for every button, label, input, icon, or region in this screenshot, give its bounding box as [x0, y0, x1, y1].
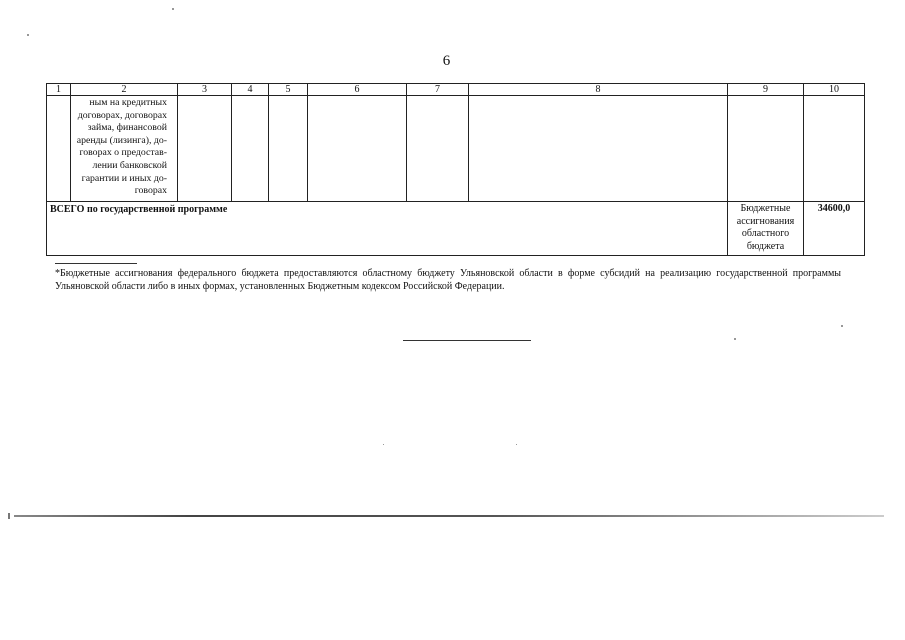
- cell-text-line: Бюджетные: [740, 203, 791, 214]
- cell-text-line: говорах: [134, 185, 167, 197]
- footnote: *Бюджетные ассигнования федерального бюджета предоставляются областному бюджету Ульяновской области в форме субсидий на реализацию государственной программы Ульяновской области либо в иных формах, установленных Бюджетным кодексом Российской Федерации.: [55, 268, 841, 292]
- column-header: 1: [47, 84, 71, 96]
- total-amount: 34600,0: [804, 202, 865, 256]
- table-row: [47, 96, 865, 202]
- cell-text-line: бюджета: [746, 240, 785, 252]
- end-divider: [403, 340, 531, 341]
- cell-text-line: областного: [741, 228, 790, 240]
- page-number: 6: [442, 53, 451, 69]
- column-header: 2: [71, 84, 178, 96]
- table-cell: [47, 96, 71, 202]
- table-cell: [269, 96, 308, 202]
- cell-text-line: ассигнования: [736, 215, 795, 227]
- budget-table: [46, 83, 865, 256]
- cell-text-line: лении банковской: [92, 159, 167, 171]
- scan-speck: [841, 325, 843, 327]
- measure-description-cell: [71, 96, 178, 202]
- table-cell: [728, 96, 804, 202]
- scan-speck: [27, 34, 29, 36]
- total-row: [47, 202, 865, 256]
- cell-text-line: договорах, договорах: [77, 109, 167, 121]
- scan-speck: [734, 338, 736, 340]
- cell-text-line: займа, финансовой: [87, 122, 167, 134]
- table-cell: [232, 96, 269, 202]
- table-cell: [469, 96, 728, 202]
- cell-text-line: говорах о предостав-: [79, 147, 167, 159]
- column-header: 6: [308, 84, 407, 96]
- scan-speck: [383, 444, 384, 445]
- column-number-row: [47, 84, 865, 96]
- cell-text-line: ным на кредитных: [89, 97, 167, 108]
- column-header: 10: [804, 84, 865, 96]
- total-label: ВСЕГО по государственной программе: [47, 202, 728, 256]
- column-header: 7: [407, 84, 469, 96]
- table-cell: [407, 96, 469, 202]
- cell-text-line: аренды (лизинга), до-: [76, 134, 167, 146]
- column-header: 9: [728, 84, 804, 96]
- scan-speck: [8, 513, 10, 519]
- column-header: 3: [178, 84, 232, 96]
- column-header: 8: [469, 84, 728, 96]
- table-cell: [178, 96, 232, 202]
- scan-speck: [172, 8, 174, 10]
- column-header: 5: [269, 84, 308, 96]
- cell-text-line: гарантии и иных до-: [81, 172, 167, 184]
- scan-artifact-line: [14, 515, 884, 517]
- scan-speck: [516, 444, 517, 445]
- funding-source-cell: [728, 202, 804, 256]
- table-cell: [804, 96, 865, 202]
- column-header: 4: [232, 84, 269, 96]
- table-cell: [308, 96, 407, 202]
- footnote-divider: [55, 263, 137, 264]
